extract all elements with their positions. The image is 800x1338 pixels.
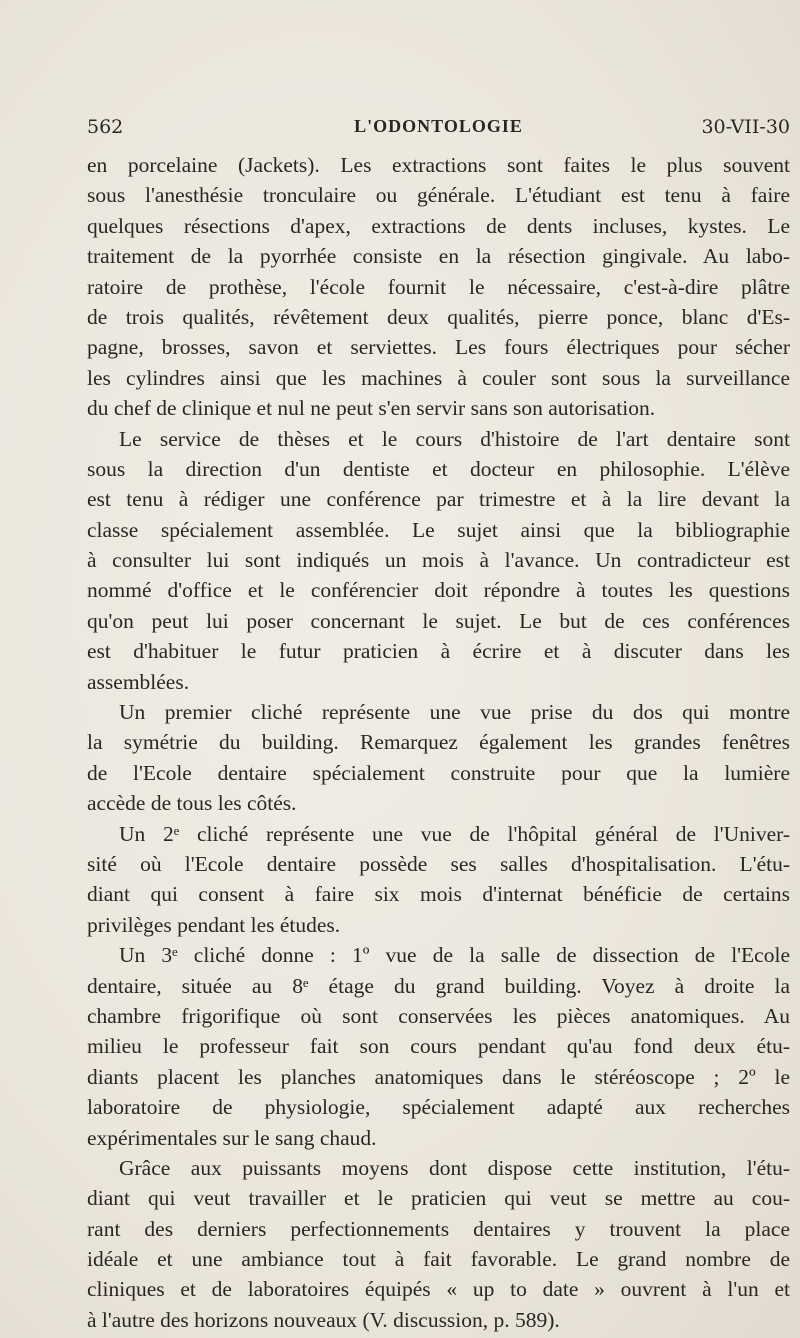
text-line: diant qui veut travailler et le praticien qui veut se mettre au cou-: [87, 1186, 790, 1211]
text-line: expérimentales sur le sang chaud.: [87, 1125, 377, 1150]
text-line: rant des derniers perfectionnements dentaires y trouvent la place: [87, 1216, 790, 1241]
text-line: diants placent les planches anatomiques dans le stéréoscope ; 2º le: [87, 1064, 790, 1089]
text-line: laboratoire de physiologie, spécialement adapté aux recherches: [87, 1095, 790, 1120]
text-line: traitement de la pyorrhée consiste en la résection gingivale. Au labo-: [87, 244, 790, 269]
text-line: qu'on peut lui poser concernant le sujet. Le but de ces conférences: [87, 608, 790, 633]
text-line: la symétrie du building. Remarquez également les grandes fenêtres: [87, 730, 790, 755]
text-line: sous l'anesthésie tronculaire ou générale. L'étudiant est tenu à faire: [87, 183, 790, 208]
text-line: assemblées.: [87, 669, 190, 694]
paragraph: [87, 940, 790, 1153]
paragraph: [87, 697, 790, 819]
text-line: Un 3ᵉ cliché donne : 1º vue de la salle de dissection de l'Ecole: [119, 943, 790, 968]
paragraph: [87, 424, 790, 698]
running-title: L'ODONTOLOGIE: [354, 116, 523, 136]
paragraph: [87, 150, 790, 424]
text-line: dentaire, située au 8ᵉ étage du grand building. Voyez à droite la: [87, 973, 790, 998]
text-line: idéale et une ambiance tout à fait favorable. Le grand nombre de: [87, 1247, 790, 1272]
text-line: cliniques et de laboratoires équipés « up to date » ouvrent à l'un et: [87, 1277, 790, 1302]
text-line: les cylindres ainsi que les machines à couler sont sous la surveillance: [87, 365, 790, 390]
text-line: quelques résections d'apex, extractions de dents incluses, kystes. Le: [87, 213, 790, 238]
text-line: du chef de clinique et nul ne peut s'en servir sans son autorisation.: [87, 396, 656, 421]
text-line: nommé d'office et le conférencier doit répondre à toutes les questions: [87, 578, 790, 603]
text-line: est tenu à rédiger une conférence par trimestre et à la lire devant la: [87, 487, 790, 512]
text-line: Un premier cliché représente une vue prise du dos qui montre: [119, 700, 790, 725]
text-line: milieu le professeur fait son cours pendant qu'au fond deux étu-: [87, 1034, 790, 1059]
text-line: Un 2ᵉ cliché représente une vue de l'hôpital général de l'Univer-: [119, 821, 790, 846]
page-number: 562: [87, 116, 124, 138]
text-line: Le service de thèses et le cours d'histoire de l'art dentaire sont: [119, 426, 790, 451]
text-line: accède de tous les côtés.: [87, 791, 297, 816]
text-line: classe spécialement assemblée. Le sujet ainsi que la bibliographie: [87, 517, 790, 542]
body-text: [87, 150, 790, 1335]
text-line: sité où l'Ecole dentaire possède ses salles d'hospitalisation. L'étu-: [87, 851, 790, 876]
text-line: à l'autre des horizons nouveaux (V. discussion, p. 589).: [87, 1307, 560, 1332]
text-line: ratoire de prothèse, l'école fournit le nécessaire, c'est-à-dire plâtre: [87, 274, 790, 299]
text-line: privilèges pendant les études.: [87, 912, 341, 937]
text-line: diant qui consent à faire six mois d'internat bénéficie de certains: [87, 882, 790, 907]
text-line: pagne, brosses, savon et serviettes. Les fours électriques pour sécher: [87, 335, 790, 360]
text-line: sous la direction d'un dentiste et docteur en philosophie. L'élève: [87, 456, 790, 481]
text-line: de trois qualités, révêtement deux qualités, pierre ponce, blanc d'Es-: [87, 304, 790, 329]
text-line: chambre frigorifique où sont conservées les pièces anatomiques. Au: [87, 1003, 790, 1028]
issue-date: 30-VII-30: [701, 116, 790, 138]
text-line: est d'habituer le futur praticien à écrire et à discuter dans les: [87, 639, 790, 664]
paragraph: [87, 1153, 790, 1335]
text-line: à consulter lui sont indiqués un mois à l'avance. Un contradicteur est: [87, 548, 790, 573]
text-line: de l'Ecole dentaire spécialement construite pour que la lumière: [87, 760, 790, 785]
text-line: Grâce aux puissants moyens dont dispose cette institution, l'étu-: [119, 1155, 790, 1180]
paragraph: [87, 819, 790, 941]
page-header: [87, 116, 790, 144]
text-line: en porcelaine (Jackets). Les extractions sont faites le plus souvent: [87, 153, 790, 177]
